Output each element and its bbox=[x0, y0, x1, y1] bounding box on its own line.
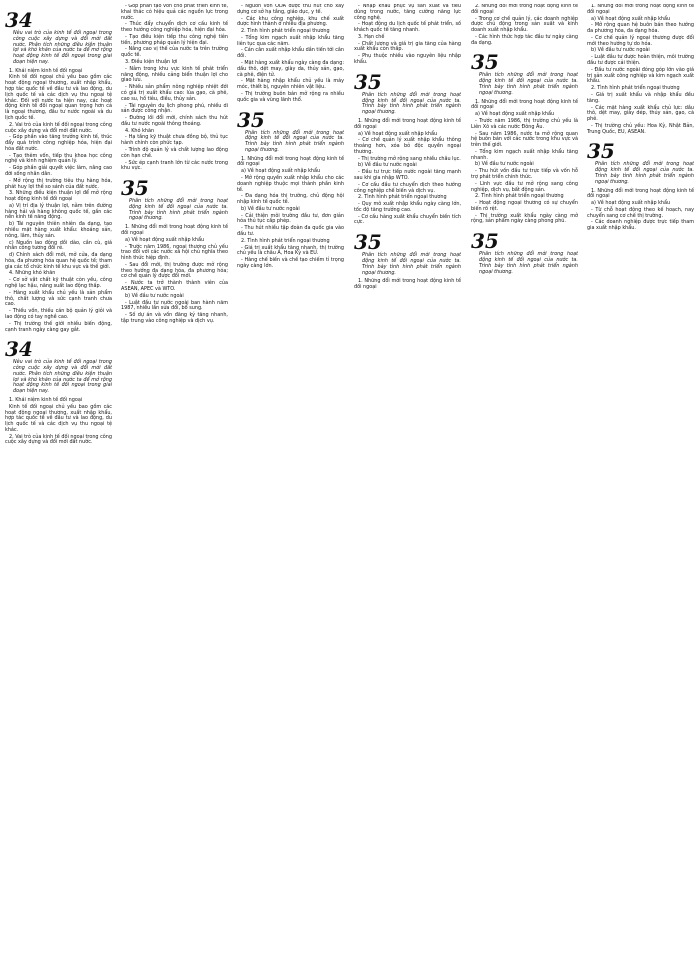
text-column bbox=[5, 4, 112, 954]
paragraph: 2. Tình hình phát triển ngoại thương bbox=[358, 194, 447, 201]
question-number: 35 bbox=[354, 230, 382, 255]
paragraph: - Cán cân xuất nhập khẩu dần tiến tới cân đối. bbox=[237, 47, 344, 60]
paragraph: 1. Khái niệm kinh tế đối ngoại bbox=[9, 396, 83, 403]
paragraph: - Các khu công nghiệp, khu chế xuất được hình thành ở nhiều địa phương. bbox=[237, 15, 344, 28]
paragraph: - Luật đầu tư nước ngoài ban hành năm 1987, nhiều lần sửa đổi, bổ sung. bbox=[121, 299, 228, 312]
paragraph: - Phụ thuộc nhiều vào nguyên liệu nhập khẩu. bbox=[354, 53, 461, 66]
paragraph: - Giá trị xuất khẩu và nhập khẩu đều tăng. bbox=[587, 91, 694, 104]
paragraph: a) Về hoạt động xuất nhập khẩu bbox=[358, 130, 438, 137]
paragraph: - Thị trường chủ yếu: Hoa Kỳ, Nhật Bản, Trung Quốc, EU, ASEAN. bbox=[587, 122, 694, 135]
paragraph: d) Chính sách đổi mới, mở cửa, đa dạng hóa, đa phương hóa quan hệ quốc tế; tham gia các tổ chức kinh tế khu vực và thế giới. bbox=[5, 252, 112, 270]
paragraph: - Nhiều sản phẩm nông nghiệp nhiệt đới có giá trị xuất khẩu cao: lúa gạo, cà phê, cao su, hồ tiêu, điều, thủy sản. bbox=[121, 84, 228, 102]
paragraph: 2. Tình hình phát triển ngoại thương bbox=[475, 193, 564, 200]
paragraph: - Thị trường thế giới nhiều biến động, cạnh tranh ngày càng gay gắt. bbox=[5, 320, 112, 333]
question-text: Phân tích những đổi mới trong hoạt động kinh tế đối ngoại của nước ta. Trình bày tình hình phát triển ngành ngoại thương. bbox=[479, 72, 578, 96]
paragraph: - Trình độ quản lý và chất lượng lao động còn hạn chế. bbox=[121, 146, 228, 159]
paragraph: a) Về hoạt động xuất nhập khẩu bbox=[125, 236, 205, 243]
paragraph: - Sức ép cạnh tranh lớn từ các nước trong khu vực. bbox=[121, 159, 228, 172]
paragraph: Kinh tế đối ngoại chủ yếu bao gồm các hoạt động ngoại thương, xuất nhập khẩu, hợp tác quốc tế về đầu tư và lao động, du lịch quốc tế và các dịch vụ thu ngoại tệ khác. bbox=[5, 403, 112, 433]
paragraph: 3. Những điều kiện thuận lợi để mở rộng hoạt động kinh tế đối ngoại bbox=[5, 190, 112, 203]
paragraph: - Trong cơ chế quản lý, các doanh nghiệp được chủ động trong sản xuất và kinh doanh xuất nhập khẩu. bbox=[471, 15, 578, 34]
paragraph: - Tài nguyên du lịch phong phú, nhiều di sản được công nhận. bbox=[121, 102, 228, 115]
paragraph: - Trước năm 1986, ngoại thương chủ yếu trao đổi với các nước xã hội chủ nghĩa theo hình thức hiệp định. bbox=[121, 243, 228, 262]
paragraph: 2. Vai trò của kinh tế đối ngoại trong công cuộc xây dựng và đổi mới đất nước. bbox=[5, 121, 112, 134]
paragraph: a) Vị trí địa lý thuận lợi, nằm trên đường hàng hải và hàng không quốc tế, gần các nền kinh tế năng động. bbox=[5, 202, 112, 221]
paragraph: - Đa dạng hóa thị trường, chủ động hội nhập kinh tế quốc tế. bbox=[237, 193, 344, 206]
paragraph: - Lĩnh vực đầu tư mở rộng sang công nghiệp, dịch vụ, bất động sản. bbox=[471, 180, 578, 193]
question-number: 34 bbox=[5, 337, 33, 362]
paragraph: 2. Tình hình phát triển ngoại thương bbox=[241, 237, 330, 244]
paragraph: - Cơ chế quản lý ngoại thương được đổi mới theo hướng tự do hóa. bbox=[587, 34, 694, 47]
paragraph: 3. Điều kiện thuận lợi bbox=[125, 59, 178, 66]
paragraph: - Nâng cao vị thế của nước ta trên trường quốc tế. bbox=[121, 46, 228, 59]
paragraph: - Cơ chế quản lý xuất nhập khẩu thông thoáng hơn, xóa bỏ độc quyền ngoại thương. bbox=[354, 137, 461, 155]
paragraph: 1. Những đổi mới trong hoạt động kinh tế đối ngoại bbox=[587, 4, 694, 15]
paragraph: 2. Tình hình phát triển ngoại thương bbox=[241, 28, 330, 35]
paragraph: - Thị trường xuất khẩu ngày càng mở rộng, sản phẩm ngày càng phong phú. bbox=[471, 212, 578, 225]
question-number: 35 bbox=[237, 107, 265, 132]
question-text: Nêu vai trò của kinh tế đối ngoại trong công cuộc xây dựng và đổi mới đất nước. Phân tích những điều kiện thuận lợi và khó khăn của nước ta để mở rộng hoạt động kinh tế đối ngoại trong giai đoạn hiện nay. bbox=[13, 359, 112, 395]
question-text: Phân tích những đổi mới trong hoạt động kinh tế đối ngoại của nước ta. Trình bày tình hình phát triển ngành ngoại thương. bbox=[129, 198, 228, 222]
paragraph: - Thị trường mở rộng sang nhiều châu lục. bbox=[358, 155, 461, 162]
paragraph: - Hàng chế biến và chế tạo chiếm tỉ trọng ngày càng lớn. bbox=[237, 257, 344, 269]
paragraph: - Nhập khẩu phục vụ sản xuất và tiêu dùng trong nước, tăng cường năng lực công nghệ. bbox=[354, 4, 461, 21]
question-text: Phân tích những đổi mới trong hoạt động kinh tế đối ngoại của nước ta. Trình bày tình hình phát triển ngành ngoại thương. bbox=[479, 251, 578, 275]
question-number: 35 bbox=[471, 50, 499, 75]
paragraph: b) Tài nguyên thiên nhiên đa dạng, tạo nhiều mặt hàng xuất khẩu: khoáng sản, nông, lâm, thủy sản. bbox=[5, 221, 112, 239]
paragraph: 1. Những đổi mới trong hoạt động kinh tế đối ngoại bbox=[587, 187, 694, 200]
paragraph: - Sau năm 1986, nước ta mở rộng quan hệ buôn bán với các nước trong khu vực và trên thế giới. bbox=[471, 130, 578, 149]
question-text: Phân tích những đổi mới trong hoạt động kinh tế đối ngoại của nước ta. Trình bày tình hình phát triển ngành ngoại thương. bbox=[362, 91, 461, 116]
paragraph: 2. Tình hình phát triển ngoại thương bbox=[591, 85, 680, 92]
paragraph: a) Về hoạt động xuất nhập khẩu bbox=[241, 168, 321, 175]
paragraph: - Cơ cấu hàng xuất khẩu chuyển biến tích cực. bbox=[354, 213, 461, 226]
paragraph: 1. Khái niệm kinh tế đối ngoại bbox=[9, 67, 83, 74]
paragraph: b) Về đầu tư nước ngoài bbox=[125, 292, 184, 299]
text-column bbox=[121, 4, 228, 954]
paragraph: - Cơ sở vật chất kỹ thuật còn yếu, công nghệ lạc hậu, năng suất lao động thấp. bbox=[5, 277, 112, 290]
paragraph: - Các doanh nghiệp được trực tiếp tham gia xuất nhập khẩu. bbox=[587, 219, 694, 232]
paragraph: - Các hình thức hợp tác đầu tư ngày càng đa dạng. bbox=[471, 33, 578, 46]
paragraph: - Đường lối đổi mới, chính sách thu hút đầu tư nước ngoài thông thoáng. bbox=[121, 115, 228, 127]
paragraph: - Trước năm 1986, thị trường chủ yếu là Liên Xô và các nước Đông Âu. bbox=[471, 117, 578, 130]
paragraph: - Mở rộng thị trường tiêu thụ hàng hóa, phát huy lợi thế so sánh của đất nước. bbox=[5, 177, 112, 190]
text-column bbox=[237, 4, 344, 954]
paragraph: - Thu hút vốn đầu tư trực tiếp và vốn hỗ trợ phát triển chính thức. bbox=[471, 168, 578, 180]
paragraph: - Mặt hàng nhập khẩu chủ yếu là máy móc, thiết bị, nguyên nhiên vật liệu. bbox=[237, 78, 344, 91]
paragraph: - Cải thiện môi trường đầu tư, đơn giản hóa thủ tục cấp phép. bbox=[237, 212, 344, 225]
paragraph: - Cơ cấu đầu tư chuyển dịch theo hướng công nghiệp chế biến và dịch vụ. bbox=[354, 181, 461, 194]
question-text: Phân tích những đổi mới trong hoạt động kinh tế đối ngoại của nước ta. Trình bày tình hình phát triển ngành ngoại thương. bbox=[245, 129, 344, 153]
paragraph: - Đầu tư trực tiếp nước ngoài tăng mạnh sau khi gia nhập WTO. bbox=[354, 169, 461, 181]
paragraph: - Thúc đẩy chuyển dịch cơ cấu kinh tế theo hướng công nghiệp hóa, hiện đại hóa. bbox=[121, 21, 228, 34]
paragraph: a) Về hoạt động xuất nhập khẩu bbox=[475, 111, 555, 118]
paragraph: - Tổng kim ngạch xuất nhập khẩu tăng nhanh. bbox=[471, 148, 578, 161]
question-number: 35 bbox=[354, 69, 382, 94]
paragraph: - Tổng kim ngạch xuất nhập khẩu tăng liên tục qua các năm. bbox=[237, 34, 344, 47]
paragraph: - Từ chỗ hoạt động theo kế hoạch, nay chuyển sang cơ chế thị trường. bbox=[587, 206, 694, 219]
paragraph: - Thu hút nhiều tập đoàn đa quốc gia vào đầu tư. bbox=[237, 225, 344, 237]
paragraph: - Đầu tư nước ngoài đóng góp lớn vào giá trị sản xuất công nghiệp và kim ngạch xuất khẩu. bbox=[587, 66, 694, 85]
paragraph: Kinh tế đối ngoại chủ yếu bao gồm các hoạt động ngoại thương, xuất nhập khẩu, hợp tác quốc tế về đầu tư và lao động, du lịch quốc tế và các dịch vụ thu ngoại tệ khác. Đối với nước ta hiện nay, các hoạt động kinh tế đối ngoại quan trọng hơn cả là ngoại thương, đầu tư nước ngoài và du lịch quốc tế. bbox=[5, 74, 112, 121]
paragraph: b) Về đầu tư nước ngoài bbox=[591, 47, 650, 54]
paragraph: - Hạ tầng kỹ thuật chưa đồng bộ, thủ tục hành chính còn phức tạp. bbox=[121, 134, 228, 147]
paragraph: - Thiếu vốn, thiếu cán bộ quản lý giỏi và lao động có tay nghề cao. bbox=[5, 308, 112, 320]
question-number: 35 bbox=[121, 176, 149, 201]
question-text: Phân tích những đổi mới trong hoạt động kinh tế đối ngoại của nước ta. Trình bày tình hình phát triển ngành ngoại thương. bbox=[595, 161, 694, 185]
paragraph: 4. Khó khăn bbox=[125, 127, 155, 134]
paragraph: - Tạo thêm vốn, tiếp thu khoa học công nghệ và kinh nghiệm quản lý. bbox=[5, 152, 112, 165]
paragraph: - Góp phần tạo vốn cho phát triển kinh tế, khai thác có hiệu quả các nguồn lực trong nước. bbox=[121, 4, 228, 21]
paragraph: - Hàng xuất khẩu chủ yếu là sản phẩm thô, chất lượng và sức cạnh tranh chưa cao. bbox=[5, 289, 112, 308]
paragraph: - Số dự án và vốn đăng ký tăng nhanh, tập trung vào công nghiệp và dịch vụ. bbox=[121, 312, 228, 324]
paragraph: - Nằm trong khu vực kinh tế phát triển năng động, nhiều cảng biển thuận lợi cho giao lưu. bbox=[121, 65, 228, 84]
paragraph: b) Về đầu tư nước ngoài bbox=[475, 161, 534, 168]
paragraph: - Sau đổi mới, thị trường được mở rộng theo hướng đa dạng hóa, đa phương hóa; cơ chế quản lý được đổi mới. bbox=[121, 261, 228, 280]
question-number: 35 bbox=[471, 229, 499, 254]
paragraph: - Nước ta trở thành thành viên của ASEAN, APEC và WTO. bbox=[121, 280, 228, 293]
paragraph: - Hoạt động du lịch quốc tế phát triển, số khách quốc tế tăng nhanh. bbox=[354, 21, 461, 34]
text-column bbox=[471, 4, 578, 954]
paragraph: 2. Vai trò của kinh tế đối ngoại trong công cuộc xây dựng và đổi mới đất nước. bbox=[5, 433, 112, 446]
paragraph: 4. Những khó khăn bbox=[9, 270, 56, 277]
question-text: Phân tích những đổi mới trong hoạt động kinh tế đối ngoại của nước ta. Trình bày tình hình phát triển ngành ngoại thương. bbox=[362, 252, 461, 276]
paragraph: 1. Những đổi mới trong hoạt động kinh tế đối ngoại bbox=[121, 224, 228, 236]
paragraph: - Các mặt hàng xuất khẩu chủ lực: dầu thô, dệt may, giày dép, thủy sản, gạo, cà phê. bbox=[587, 104, 694, 123]
paragraph: - Nguồn vốn ODA được thu hút cho xây dựng cơ sở hạ tầng, giáo dục, y tế. bbox=[237, 4, 344, 15]
paragraph: - Quy mô xuất nhập khẩu ngày càng lớn, tốc độ tăng trưởng cao. bbox=[354, 201, 461, 213]
paragraph: 1. Những đổi mới trong hoạt động kinh tế đối ngoại bbox=[354, 278, 461, 291]
question-number: 35 bbox=[587, 139, 615, 164]
question-text: Nêu vai trò của kinh tế đối ngoại trong công cuộc xây dựng và đổi mới đất nước. Phân tích những điều kiện thuận lợi và khó khăn của nước ta để mở rộng hoạt động kinh tế đối ngoại trong giai đoạn hiện nay. bbox=[13, 30, 112, 65]
paragraph: - Chất lượng và giá trị gia tăng của hàng xuất khẩu còn thấp. bbox=[354, 40, 461, 53]
paragraph: - Giá trị xuất khẩu tăng nhanh, thị trường chủ yếu là châu Á, Hoa Kỳ và EU. bbox=[237, 244, 344, 257]
paragraph: - Mở rộng quyền xuất nhập khẩu cho các doanh nghiệp thuộc mọi thành phần kinh tế. bbox=[237, 174, 344, 193]
paragraph: a) Về hoạt động xuất nhập khẩu bbox=[591, 15, 671, 22]
paragraph: - Góp phần vào tăng trưởng kinh tế, thúc đẩy quá trình công nghiệp hóa, hiện đại hóa đất nước. bbox=[5, 134, 112, 152]
paragraph: - Thị trường buôn bán mở rộng ra nhiều quốc gia và vùng lãnh thổ. bbox=[237, 90, 344, 103]
paragraph: - Mở rộng quan hệ buôn bán theo hướng đa phương hóa, đa dạng hóa. bbox=[587, 22, 694, 35]
paragraph: 3. Hạn chế bbox=[358, 33, 385, 40]
text-column bbox=[587, 4, 694, 954]
paragraph: 2. Những đổi mới trong hoạt động kinh tế đối ngoại bbox=[471, 4, 578, 15]
paragraph: - Tạo điều kiện tiếp thu công nghệ tiên tiến, phương pháp quản lý hiện đại. bbox=[121, 33, 228, 46]
paragraph: - Góp phần giải quyết việc làm, nâng cao đời sống nhân dân. bbox=[5, 165, 112, 177]
paragraph: b) Về đầu tư nước ngoài bbox=[358, 162, 417, 169]
question-number: 34 bbox=[5, 8, 33, 32]
paragraph: - Hoạt động ngoại thương có sự chuyển biến rõ rệt. bbox=[471, 200, 578, 212]
paragraph: a) Về hoạt động xuất nhập khẩu bbox=[591, 200, 671, 207]
paragraph: 1. Những đổi mới trong hoạt động kinh tế đối ngoại bbox=[237, 155, 344, 168]
paragraph: - Mặt hàng xuất khẩu ngày càng đa dạng: dầu thô, dệt may, giày da, thủy sản, gạo, cà phê, điện tử. bbox=[237, 60, 344, 78]
paragraph: b) Về đầu tư nước ngoài bbox=[241, 205, 300, 212]
text-column bbox=[354, 4, 461, 954]
paragraph: - Luật đầu tư được hoàn thiện, môi trường đầu tư được cải thiện. bbox=[587, 54, 694, 67]
paragraph: 1. Những đổi mới trong hoạt động kinh tế đối ngoại bbox=[354, 117, 461, 130]
paragraph: 1. Những đổi mới trong hoạt động kinh tế đối ngoại bbox=[471, 98, 578, 111]
paragraph: c) Nguồn lao động dồi dào, cần cù, giá nhân công tương đối rẻ. bbox=[5, 239, 112, 252]
